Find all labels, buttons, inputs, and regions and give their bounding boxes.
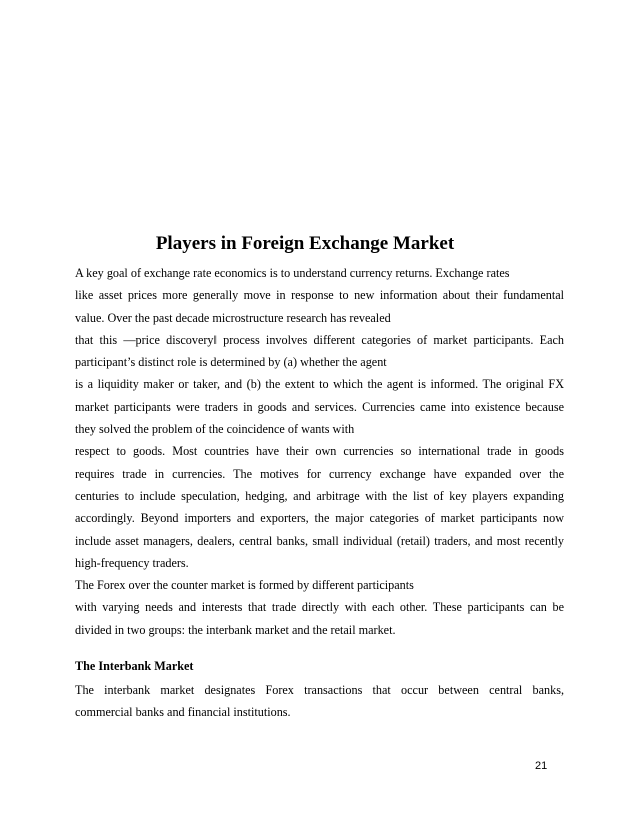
section-heading: The Interbank Market (75, 659, 194, 673)
text-line: divided in two groups: the interbank market and the retail market. (75, 622, 396, 637)
text-line: respect to goods. Most countries have their own currencies so international trade in goods (75, 444, 564, 459)
text-line: commercial banks and financial institutions. (75, 705, 291, 720)
text-line: is a liquidity maker or taker, and (b) the extent to which the agent is informed. The original FX (75, 377, 564, 392)
text-line: centuries to include speculation, hedging, and arbitrage with the list of key players expanding (75, 488, 564, 503)
text-line: like asset prices more generally move in response to new information about their fundamental (75, 288, 564, 303)
text-line: they solved the problem of the coincidence of wants with (75, 422, 355, 437)
body-paragraph (75, 262, 564, 641)
text-line: include asset managers, dealers, central banks, small individual (retail) traders, and most recently (75, 533, 564, 548)
page-title: Players in Foreign Exchange Market (155, 233, 455, 254)
text-line: The interbank market designates Forex transactions that occur between central banks, (75, 683, 564, 697)
text-line: high-frequency traders. (75, 555, 189, 570)
text-line: with varying needs and interests that trade directly with each other. These participants can be (75, 600, 564, 615)
text-line: that this —price discovery‖ process involves different categories of market participants. Each (75, 332, 564, 347)
text-line: participant’s distinct role is determined by (a) whether the agent (75, 355, 387, 370)
text-line: market participants were traders in goods and services. Currencies came into existence because (75, 399, 564, 414)
text-line: The Forex over the counter market is formed by different participants (75, 578, 414, 593)
text-line: accordingly. Beyond importers and exporters, the major categories of market participants now (75, 511, 564, 526)
page-number: 21 (535, 760, 548, 772)
text-line: value. Over the past decade microstructure research has revealed (75, 310, 391, 325)
section-paragraph (75, 679, 564, 724)
text-line: A key goal of exchange rate economics is to understand currency returns. Exchange rates (75, 266, 510, 280)
text-line: requires trade in currencies. The motives for currency exchange have expanded over the (75, 466, 564, 481)
